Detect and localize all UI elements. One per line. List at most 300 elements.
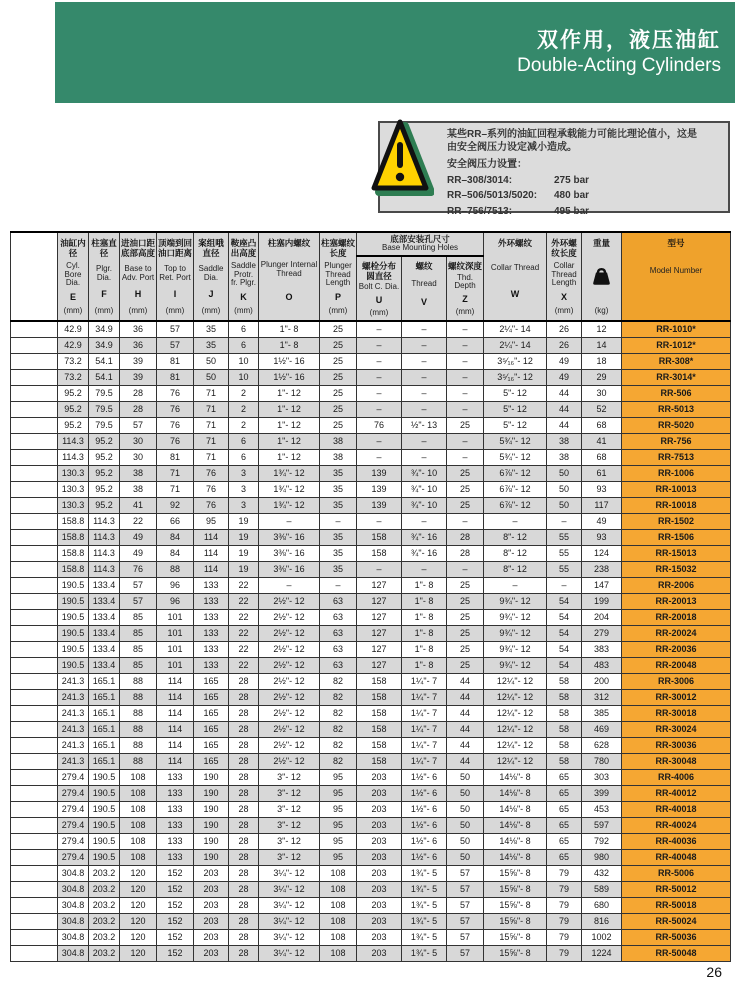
cell-length-p: 108: [320, 881, 357, 897]
cell-base-h: 41: [120, 497, 157, 513]
cell-plunger-f: 114.3: [89, 561, 120, 577]
cell-thread-v: ½"- 13: [402, 417, 447, 433]
table-row: [11, 625, 731, 641]
gutter-cell: [11, 369, 58, 385]
cell-saddle-j: 165: [194, 737, 229, 753]
cell-thread-v: 1"- 8: [402, 657, 447, 673]
cell-top-i: 114: [157, 721, 194, 737]
cell-plunger-f: 95.2: [89, 433, 120, 449]
cell-base-h: 49: [120, 529, 157, 545]
cell-base-h: 38: [120, 481, 157, 497]
cell-collar-w: 12¼"- 12: [484, 689, 547, 705]
cell-protr-k: 28: [229, 865, 259, 881]
cell-plunger-f: 203.2: [89, 913, 120, 929]
cell-bolt-u: 158: [357, 737, 402, 753]
cell-thread-v: –: [402, 401, 447, 417]
cell-bore-e: 158.8: [58, 513, 89, 529]
cell-bolt-u: 203: [357, 769, 402, 785]
cell-thread-v: 1"- 8: [402, 641, 447, 657]
model-cell: RR-50036: [622, 929, 731, 945]
col-header-collar-thread-length: 外环螺纹长度 Collar Thread Length X (mm): [547, 232, 582, 321]
cell-collar-w: 14⅛"- 8: [484, 785, 547, 801]
cell-collar-x: 65: [547, 785, 582, 801]
cell-saddle-j: 203: [194, 881, 229, 897]
col-header-thread: 螺纹 Thread V: [402, 256, 447, 321]
cell-collar-w: 8"- 12: [484, 545, 547, 561]
cell-saddle-j: 71: [194, 401, 229, 417]
cell-weight: 49: [582, 513, 622, 529]
cell-collar-w: 12¼"- 12: [484, 737, 547, 753]
table-row: [11, 913, 731, 929]
gutter-cell: [11, 385, 58, 401]
model-cell: RR-4006: [622, 769, 731, 785]
cell-saddle-j: 133: [194, 609, 229, 625]
cell-plunger-f: 54.1: [89, 353, 120, 369]
cell-weight: 147: [582, 577, 622, 593]
cell-thread-o: 2½"- 12: [259, 657, 320, 673]
cell-saddle-j: 133: [194, 593, 229, 609]
cell-collar-x: 58: [547, 689, 582, 705]
cell-collar-w: 8"- 12: [484, 529, 547, 545]
cell-collar-w: 14⅛"- 8: [484, 849, 547, 865]
cell-saddle-j: 35: [194, 337, 229, 353]
cell-depth-z: –: [447, 433, 484, 449]
cell-protr-k: 28: [229, 673, 259, 689]
cell-weight: 432: [582, 865, 622, 881]
cell-protr-k: 6: [229, 337, 259, 353]
cell-plunger-f: 133.4: [89, 657, 120, 673]
cell-weight: 68: [582, 449, 622, 465]
cell-depth-z: –: [447, 321, 484, 337]
cell-depth-z: –: [447, 353, 484, 369]
cell-length-p: 35: [320, 481, 357, 497]
cell-base-h: 85: [120, 641, 157, 657]
gutter-cell: [11, 353, 58, 369]
cell-collar-w: 5"- 12: [484, 417, 547, 433]
cell-bore-e: 190.5: [58, 609, 89, 625]
gutter-cell: [11, 833, 58, 849]
table-row: [11, 689, 731, 705]
cell-bore-e: 42.9: [58, 337, 89, 353]
cell-base-h: 88: [120, 705, 157, 721]
cell-collar-x: 55: [547, 561, 582, 577]
cell-protr-k: 28: [229, 769, 259, 785]
warning-item: RR–308/3014: 275 bar: [447, 174, 590, 186]
cell-thread-v: 1¾"- 5: [402, 929, 447, 945]
cell-plunger-f: 79.5: [89, 417, 120, 433]
cell-length-p: –: [320, 577, 357, 593]
cell-weight: 303: [582, 769, 622, 785]
cell-base-h: 36: [120, 337, 157, 353]
cell-collar-x: 79: [547, 913, 582, 929]
cell-thread-o: –: [259, 513, 320, 529]
page-title-banner: [55, 2, 735, 103]
cell-collar-w: 6⅞"- 12: [484, 481, 547, 497]
cell-depth-z: 25: [447, 609, 484, 625]
cell-protr-k: 22: [229, 641, 259, 657]
cell-base-h: 108: [120, 801, 157, 817]
cell-bolt-u: 203: [357, 785, 402, 801]
page-title-zh: 双作用，液压油缸: [537, 28, 721, 52]
cell-base-h: 120: [120, 929, 157, 945]
cell-base-h: 30: [120, 449, 157, 465]
cell-thread-v: –: [402, 321, 447, 337]
table-row: [11, 513, 731, 529]
table-row: [11, 481, 731, 497]
cell-top-i: 76: [157, 433, 194, 449]
cell-plunger-f: 203.2: [89, 897, 120, 913]
cell-bolt-u: 158: [357, 673, 402, 689]
cell-top-i: 101: [157, 641, 194, 657]
cell-collar-x: 79: [547, 881, 582, 897]
cell-top-i: 92: [157, 497, 194, 513]
cell-top-i: 152: [157, 897, 194, 913]
cell-bolt-u: 127: [357, 609, 402, 625]
cell-base-h: 30: [120, 433, 157, 449]
cell-length-p: –: [320, 513, 357, 529]
table-row: [11, 817, 731, 833]
model-cell: RR-20018: [622, 609, 731, 625]
cell-weight: 597: [582, 817, 622, 833]
col-header-base-to-port: 进油口距底部高度 Base to Adv. Port H (mm): [120, 232, 157, 321]
cell-thread-o: 1"- 8: [259, 337, 320, 353]
cell-top-i: 133: [157, 801, 194, 817]
cell-collar-w: 15⅝"- 8: [484, 865, 547, 881]
cell-protr-k: 19: [229, 529, 259, 545]
cell-thread-o: 1¾"- 12: [259, 465, 320, 481]
cell-base-h: 85: [120, 625, 157, 641]
cell-thread-v: 1¾"- 5: [402, 913, 447, 929]
cell-weight: 117: [582, 497, 622, 513]
cell-depth-z: 50: [447, 769, 484, 785]
cell-top-i: 152: [157, 929, 194, 945]
table-row: [11, 833, 731, 849]
cell-depth-z: –: [447, 401, 484, 417]
cell-weight: 1224: [582, 945, 622, 961]
model-cell: RR-50024: [622, 913, 731, 929]
cell-collar-x: –: [547, 513, 582, 529]
model-cell: RR-1506: [622, 529, 731, 545]
cell-thread-o: 3"- 12: [259, 785, 320, 801]
cell-collar-x: 44: [547, 401, 582, 417]
cell-collar-w: 5"- 12: [484, 385, 547, 401]
cell-depth-z: 50: [447, 801, 484, 817]
model-cell: RR-30024: [622, 721, 731, 737]
cell-saddle-j: 71: [194, 417, 229, 433]
model-cell: RR-30018: [622, 705, 731, 721]
cell-top-i: 71: [157, 465, 194, 481]
cell-top-i: 114: [157, 689, 194, 705]
model-cell: RR-40036: [622, 833, 731, 849]
cell-thread-o: 3⅜"- 16: [259, 545, 320, 561]
cell-length-p: 35: [320, 465, 357, 481]
table-row: [11, 801, 731, 817]
cell-saddle-j: 133: [194, 625, 229, 641]
model-cell: RR-7513: [622, 449, 731, 465]
cell-bolt-u: –: [357, 353, 402, 369]
cell-depth-z: 44: [447, 673, 484, 689]
cell-top-i: 96: [157, 577, 194, 593]
table-row: [11, 865, 731, 881]
cell-top-i: 76: [157, 417, 194, 433]
cell-collar-x: 65: [547, 849, 582, 865]
cell-bore-e: 279.4: [58, 785, 89, 801]
cell-thread-o: 3"- 12: [259, 833, 320, 849]
cell-bolt-u: 158: [357, 529, 402, 545]
cell-base-h: 36: [120, 321, 157, 337]
cell-bore-e: 304.8: [58, 929, 89, 945]
cell-collar-w: 14⅛"- 8: [484, 833, 547, 849]
cell-bore-e: 130.3: [58, 481, 89, 497]
model-cell: RR-1006: [622, 465, 731, 481]
cell-length-p: 82: [320, 673, 357, 689]
cell-collar-w: 5¾"- 12: [484, 449, 547, 465]
cell-length-p: 25: [320, 385, 357, 401]
cell-base-h: 85: [120, 609, 157, 625]
cell-thread-v: –: [402, 337, 447, 353]
cell-thread-o: 1½"- 16: [259, 353, 320, 369]
cell-bolt-u: 158: [357, 721, 402, 737]
cell-bore-e: 114.3: [58, 433, 89, 449]
cell-depth-z: 44: [447, 689, 484, 705]
cell-collar-w: 3⁵⁄₁₆"- 12: [484, 353, 547, 369]
warning-line-2: 由安全阀压力设定减小造成。: [447, 142, 577, 153]
table-row: [11, 897, 731, 913]
page-number: 26: [706, 964, 722, 980]
cell-saddle-j: 165: [194, 753, 229, 769]
cell-thread-v: 1"- 8: [402, 577, 447, 593]
model-cell: RR-20048: [622, 657, 731, 673]
cell-collar-w: 9¾"- 12: [484, 657, 547, 673]
table-row: [11, 353, 731, 369]
cell-collar-x: 79: [547, 897, 582, 913]
cell-collar-w: 14⅛"- 8: [484, 817, 547, 833]
cell-weight: 52: [582, 401, 622, 417]
cell-thread-v: 1¾"- 5: [402, 865, 447, 881]
cell-depth-z: 25: [447, 641, 484, 657]
cell-protr-k: 19: [229, 545, 259, 561]
cell-thread-v: ¾"- 10: [402, 497, 447, 513]
cell-depth-z: 25: [447, 577, 484, 593]
cell-collar-x: 65: [547, 801, 582, 817]
cell-bolt-u: –: [357, 561, 402, 577]
cell-weight: 816: [582, 913, 622, 929]
cell-protr-k: 22: [229, 577, 259, 593]
cell-thread-o: 1¾"- 12: [259, 481, 320, 497]
cell-bore-e: 190.5: [58, 593, 89, 609]
cell-collar-x: 58: [547, 705, 582, 721]
cell-collar-w: 6⅞"- 12: [484, 497, 547, 513]
cell-collar-x: 38: [547, 433, 582, 449]
table-row: [11, 769, 731, 785]
table-row: [11, 737, 731, 753]
cell-base-h: 28: [120, 401, 157, 417]
cell-weight: 12: [582, 321, 622, 337]
cell-depth-z: 25: [447, 417, 484, 433]
cell-base-h: 120: [120, 913, 157, 929]
cell-collar-w: 15⅝"- 8: [484, 881, 547, 897]
cell-protr-k: 19: [229, 561, 259, 577]
cell-protr-k: 6: [229, 433, 259, 449]
cell-top-i: 101: [157, 609, 194, 625]
cell-depth-z: 25: [447, 465, 484, 481]
cell-plunger-f: 79.5: [89, 401, 120, 417]
cell-weight: 469: [582, 721, 622, 737]
table-row: [11, 321, 731, 337]
cell-saddle-j: 190: [194, 801, 229, 817]
model-cell: RR-50012: [622, 881, 731, 897]
warning-text: [447, 128, 725, 218]
cell-bore-e: 304.8: [58, 913, 89, 929]
gutter-cell: [11, 865, 58, 881]
cell-base-h: 120: [120, 897, 157, 913]
cell-bolt-u: 76: [357, 417, 402, 433]
cell-length-p: 95: [320, 833, 357, 849]
cell-plunger-f: 190.5: [89, 849, 120, 865]
cell-collar-w: –: [484, 577, 547, 593]
table-body: [11, 321, 731, 961]
cell-thread-v: 1"- 8: [402, 625, 447, 641]
cell-length-p: 82: [320, 737, 357, 753]
gutter-cell: [11, 593, 58, 609]
cell-collar-w: 3⁵⁄₁₆"- 12: [484, 369, 547, 385]
cell-thread-o: 3¼"- 12: [259, 897, 320, 913]
model-cell: RR-1502: [622, 513, 731, 529]
cell-saddle-j: 50: [194, 369, 229, 385]
cell-bolt-u: 127: [357, 641, 402, 657]
table-row: [11, 449, 731, 465]
table-row: [11, 849, 731, 865]
cell-collar-x: 54: [547, 593, 582, 609]
cell-collar-x: 44: [547, 417, 582, 433]
table-row: [11, 417, 731, 433]
model-cell: RR-20036: [622, 641, 731, 657]
cell-weight: 980: [582, 849, 622, 865]
cell-top-i: 133: [157, 785, 194, 801]
cell-bolt-u: –: [357, 401, 402, 417]
cell-weight: 68: [582, 417, 622, 433]
cell-top-i: 57: [157, 321, 194, 337]
col-header-saddle-protrusion: 鞍座凸出高度 Saddle Protr. fr. Plgr. K (mm): [229, 232, 259, 321]
cell-top-i: 133: [157, 849, 194, 865]
cell-plunger-f: 114.3: [89, 513, 120, 529]
gutter-cell: [11, 673, 58, 689]
cell-plunger-f: 165.1: [89, 689, 120, 705]
cell-protr-k: 6: [229, 449, 259, 465]
cell-thread-o: 2½"- 12: [259, 737, 320, 753]
cell-bore-e: 241.3: [58, 721, 89, 737]
cell-base-h: 120: [120, 881, 157, 897]
cell-protr-k: 28: [229, 721, 259, 737]
model-cell: RR-10013: [622, 481, 731, 497]
cell-thread-v: 1¼"- 7: [402, 673, 447, 689]
cell-collar-w: 12¼"- 12: [484, 753, 547, 769]
cell-saddle-j: 165: [194, 689, 229, 705]
model-cell: RR-5013: [622, 401, 731, 417]
cell-bore-e: 241.3: [58, 689, 89, 705]
table-row: [11, 609, 731, 625]
cell-protr-k: 10: [229, 369, 259, 385]
cell-weight: 14: [582, 337, 622, 353]
cell-bolt-u: 203: [357, 817, 402, 833]
cell-collar-w: 12¼"- 12: [484, 721, 547, 737]
cell-collar-w: 14⅛"- 8: [484, 801, 547, 817]
spec-table: [10, 231, 731, 962]
cell-length-p: 95: [320, 849, 357, 865]
cell-length-p: 108: [320, 945, 357, 961]
warning-line-1: 某些RR–系列的油缸回程承载能力可能比理论值小，这是: [447, 129, 698, 140]
cell-length-p: 25: [320, 401, 357, 417]
cell-plunger-f: 165.1: [89, 753, 120, 769]
cell-bore-e: 279.4: [58, 833, 89, 849]
weight-icon: [591, 268, 612, 286]
cell-thread-v: 1¼"- 7: [402, 721, 447, 737]
cell-collar-w: 9¾"- 12: [484, 641, 547, 657]
cell-plunger-f: 165.1: [89, 737, 120, 753]
cell-saddle-j: 50: [194, 353, 229, 369]
cell-saddle-j: 133: [194, 577, 229, 593]
cell-collar-w: 15⅝"- 8: [484, 913, 547, 929]
cell-collar-x: –: [547, 577, 582, 593]
cell-thread-v: ¾"- 16: [402, 545, 447, 561]
model-cell: RR-40024: [622, 817, 731, 833]
cell-length-p: 35: [320, 545, 357, 561]
cell-bolt-u: 139: [357, 481, 402, 497]
table-row: [11, 529, 731, 545]
cell-protr-k: 22: [229, 625, 259, 641]
model-cell: RR-1010*: [622, 321, 731, 337]
cell-thread-o: 2½"- 12: [259, 609, 320, 625]
gutter-cell: [11, 449, 58, 465]
cell-bolt-u: 158: [357, 705, 402, 721]
table-row: [11, 401, 731, 417]
cell-protr-k: 28: [229, 849, 259, 865]
cell-thread-o: 1"- 12: [259, 417, 320, 433]
cell-depth-z: 25: [447, 657, 484, 673]
cell-thread-o: 1"- 8: [259, 321, 320, 337]
cell-thread-o: 3"- 12: [259, 849, 320, 865]
cell-bore-e: 95.2: [58, 385, 89, 401]
cell-plunger-f: 133.4: [89, 593, 120, 609]
cell-base-h: 28: [120, 385, 157, 401]
cell-saddle-j: 165: [194, 673, 229, 689]
cell-top-i: 88: [157, 561, 194, 577]
cell-bolt-u: 203: [357, 897, 402, 913]
cell-protr-k: 22: [229, 593, 259, 609]
cell-top-i: 96: [157, 593, 194, 609]
cell-top-i: 133: [157, 833, 194, 849]
cell-thread-o: 2½"- 12: [259, 625, 320, 641]
cell-bolt-u: –: [357, 433, 402, 449]
gutter-cell: [11, 945, 58, 961]
cell-collar-x: 79: [547, 929, 582, 945]
cell-collar-w: 12¼"- 12: [484, 705, 547, 721]
cell-bore-e: 279.4: [58, 817, 89, 833]
cell-bore-e: 95.2: [58, 401, 89, 417]
cell-weight: 589: [582, 881, 622, 897]
gutter-cell: [11, 641, 58, 657]
col-header-thread-depth: 螺纹深度 Thd. Depth Z (mm): [447, 256, 484, 321]
cell-collar-x: 54: [547, 625, 582, 641]
cell-bolt-u: 139: [357, 497, 402, 513]
cell-plunger-f: 165.1: [89, 705, 120, 721]
cell-base-h: 39: [120, 369, 157, 385]
cell-thread-v: –: [402, 513, 447, 529]
table-row: [11, 881, 731, 897]
col-header-weight: 重量 (kg): [582, 232, 622, 321]
cell-thread-v: –: [402, 433, 447, 449]
cell-thread-v: ¾"- 16: [402, 529, 447, 545]
